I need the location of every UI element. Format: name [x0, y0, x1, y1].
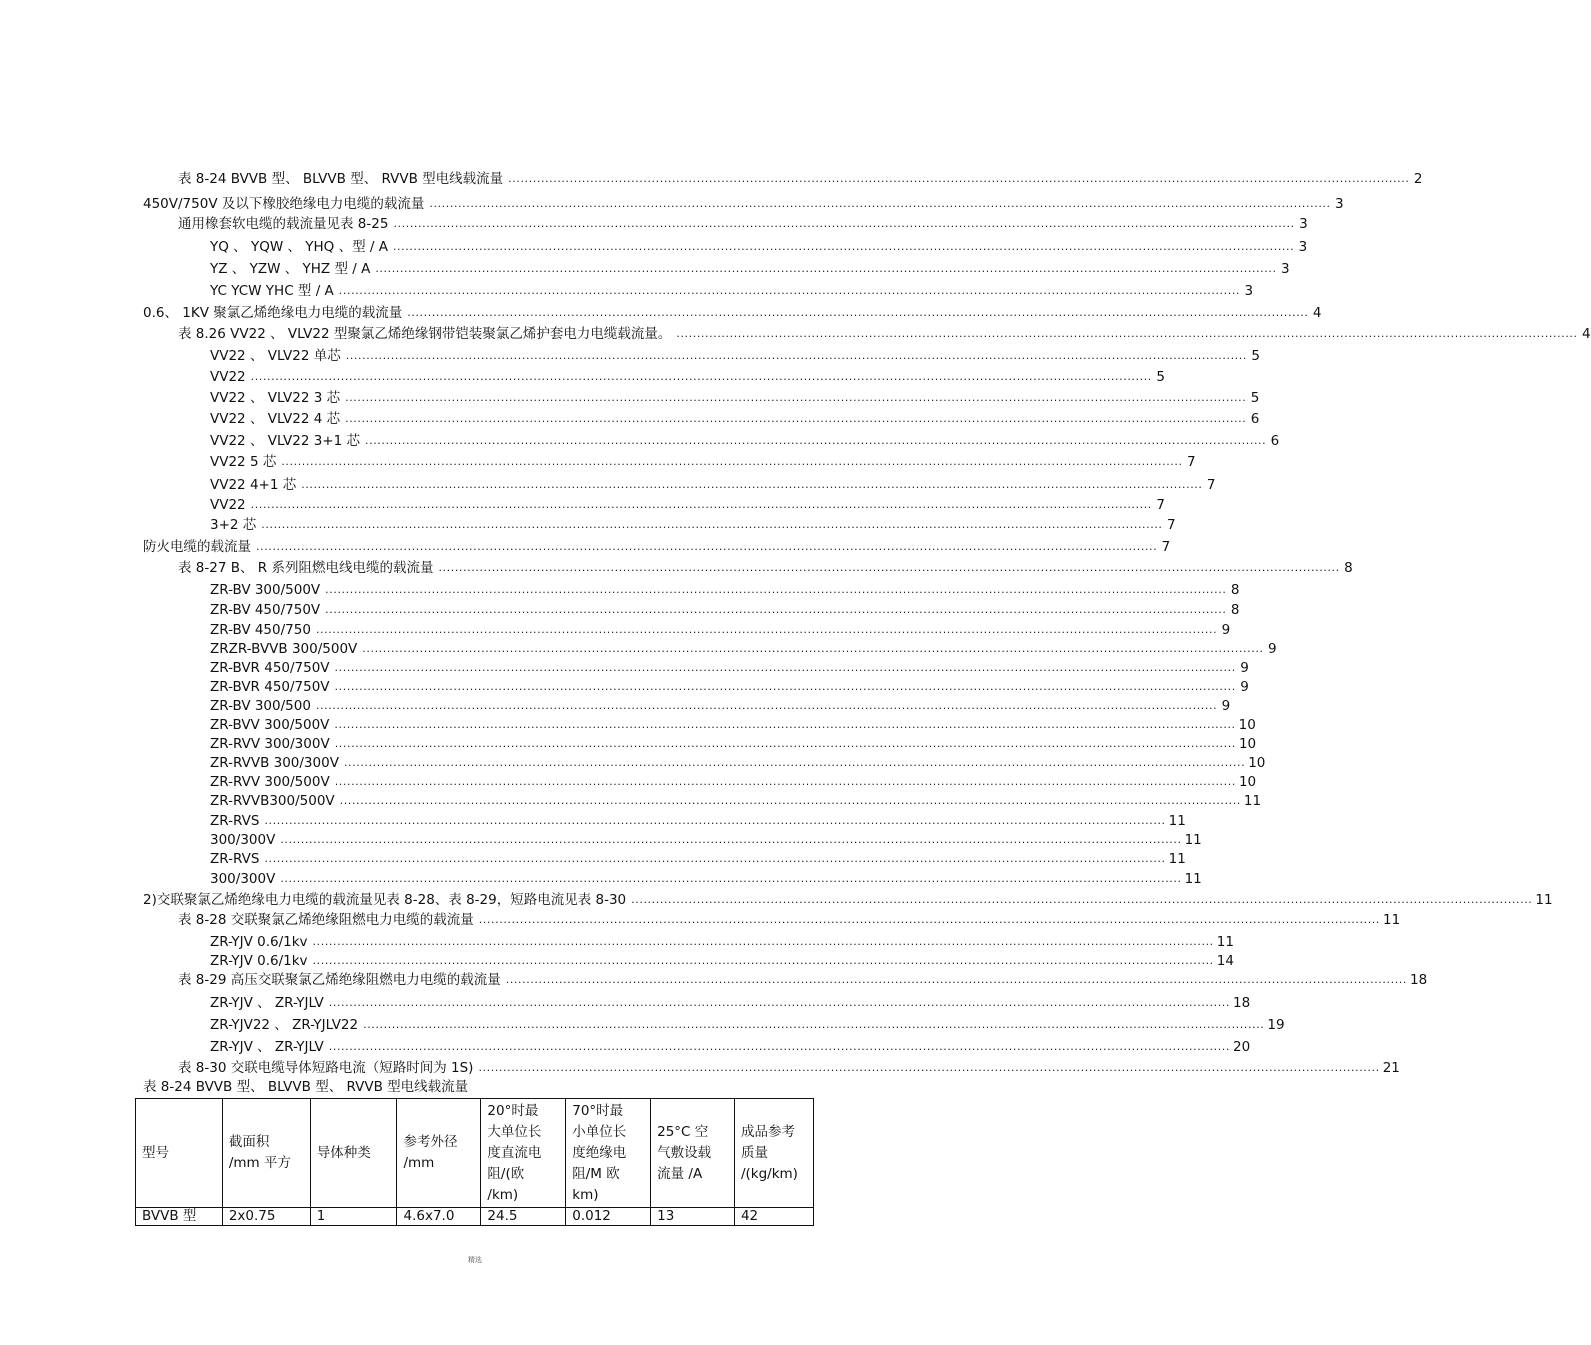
toc-entry[interactable]	[210, 430, 1280, 450]
col-header-model: 型号	[136, 1099, 223, 1208]
toc-entry[interactable]	[210, 258, 1290, 278]
toc-leader-dots: ............................................................................................................................................................................................................................	[250, 498, 1152, 511]
toc-leader-dots: ............................................................................................................................................................................................................................	[250, 370, 1152, 383]
toc-entry-title: VV22 、 VLV22 4 芯	[210, 411, 341, 427]
toc-entry-title: ZR-YJV 、 ZR-YJLV	[210, 1039, 324, 1055]
toc-leader-dots: ............................................................................................................................................................................................................................	[438, 561, 1340, 574]
toc-leader-dots: ............................................................................................................................................................................................................................	[334, 680, 1236, 693]
toc-entry-page-number: 3	[1280, 261, 1290, 277]
toc-entry-title: 表 8-24 BVVB 型、 BLVVB 型、 RVVB 型电线载流量	[178, 171, 504, 187]
toc-entry[interactable]	[210, 829, 1202, 849]
toc-leader-dots: ............................................................................................................................................................................................................................	[339, 794, 1241, 807]
toc-entry[interactable]	[178, 969, 1428, 989]
toc-entry[interactable]	[210, 638, 1277, 658]
toc-entry-page-number: 4	[1582, 326, 1591, 342]
toc-entry[interactable]	[210, 950, 1234, 970]
toc-leader-dots: ............................................................................................................................................................................................................................	[264, 814, 1166, 827]
toc-entry[interactable]	[210, 931, 1234, 951]
toc-entry-title: ZR-YJV22 、 ZR-YJLV22	[210, 1017, 359, 1033]
toc-leader-dots: ............................................................................................................................................................................................................................	[508, 172, 1410, 185]
toc-leader-dots: ............................................................................................................................................................................................................................	[478, 1061, 1380, 1074]
toc-entry[interactable]	[210, 387, 1260, 407]
toc-entry-page-number: 11	[1184, 871, 1202, 887]
toc-leader-dots: ............................................................................................................................................................................................................................	[345, 391, 1247, 404]
table-cell: 4.6x7.0	[397, 1208, 481, 1226]
toc-leader-dots: ............................................................................................................................................................................................................................	[631, 893, 1533, 906]
toc-entry-title: 表 8-30 交联电缆导体短路电流（短路时间为 1S)	[178, 1060, 474, 1076]
toc-entry-title: ZR-BV 300/500V	[210, 582, 321, 598]
toc-entry[interactable]	[210, 752, 1266, 772]
toc-leader-dots: ............................................................................................................................................................................................................................	[312, 954, 1214, 967]
toc-entry-page-number: 7	[1156, 497, 1165, 513]
toc-entry[interactable]	[210, 408, 1260, 428]
toc-entry[interactable]	[210, 1036, 1251, 1056]
section-title: 表 8-24 BVVB 型、 BLVVB 型、 RVVB 型电线载流量	[143, 1079, 469, 1095]
table-cell: 0.012	[566, 1208, 651, 1226]
toc-entry-page-number: 11	[1243, 793, 1262, 809]
toc-entry-title: YQ 、 YQW 、 YHQ 、型 / A	[210, 239, 388, 255]
toc-entry[interactable]	[210, 514, 1176, 534]
toc-leader-dots: ............................................................................................................................................................................................................................	[280, 833, 1182, 846]
toc-entry-page-number: 3	[1244, 283, 1254, 299]
toc-entry[interactable]	[210, 992, 1251, 1012]
toc-entry-title: ZR-RVVB300/500V	[210, 793, 335, 809]
toc-entry[interactable]	[210, 790, 1262, 810]
toc-entry-title: ZR-BV 450/750V	[210, 602, 321, 618]
toc-entry-title: ZR-RVV 300/300V	[210, 736, 330, 752]
table-cell: BVVB 型	[136, 1208, 223, 1226]
toc-entry-title: YC YCW YHC 型 / A	[210, 283, 334, 299]
toc-entry-page-number: 7	[1206, 477, 1216, 493]
page-footer: 精选	[468, 1256, 482, 1264]
toc-leader-dots: ............................................................................................................................................................................................................................	[281, 455, 1183, 468]
toc-entry-title: ZR-RVV 300/500V	[210, 774, 330, 790]
toc-entry-title: VV22 4+1 芯	[210, 477, 297, 493]
toc-entry-page-number: 6	[1250, 411, 1260, 427]
toc-leader-dots: ............................................................................................................................................................................................................................	[363, 1018, 1265, 1031]
table-cell: 2x0.75	[222, 1208, 310, 1226]
toc-entry[interactable]	[143, 302, 1322, 322]
toc-entry[interactable]	[210, 771, 1257, 791]
toc-entry[interactable]	[178, 213, 1308, 233]
toc-entry[interactable]	[178, 909, 1401, 929]
toc-leader-dots: ............................................................................................................................................................................................................................	[328, 996, 1230, 1009]
toc-entry[interactable]	[210, 280, 1254, 300]
toc-entry-page-number: 4	[1312, 305, 1322, 321]
toc-entry-page-number: 9	[1221, 622, 1231, 638]
toc-entry-title: YZ 、 YZW 、 YHZ 型 / A	[210, 261, 371, 277]
toc-entry-page-number: 3	[1298, 239, 1308, 255]
toc-entry-page-number: 5	[1156, 369, 1165, 385]
toc-entry-page-number: 19	[1267, 1017, 1285, 1033]
toc-entry-title: 3+2 芯	[210, 517, 257, 533]
toc-entry[interactable]	[210, 579, 1240, 599]
toc-leader-dots: ............................................................................................................................................................................................................................	[362, 642, 1264, 655]
toc-leader-dots: ............................................................................................................................................................................................................................	[325, 603, 1227, 616]
toc-entry-page-number: 6	[1270, 433, 1280, 449]
toc-leader-dots: ............................................................................................................................................................................................................................	[280, 872, 1182, 885]
toc-entry-page-number: 7	[1186, 454, 1196, 470]
table-cell: 1	[310, 1208, 397, 1226]
toc-entry[interactable]	[178, 557, 1353, 577]
toc-entry[interactable]	[210, 599, 1240, 619]
table-row	[136, 1208, 814, 1226]
toc-leader-dots: ............................................................................................................................................................................................................................	[261, 518, 1163, 531]
toc-leader-dots: ............................................................................................................................................................................................................................	[478, 913, 1380, 926]
toc-entry[interactable]	[210, 657, 1249, 677]
toc-entry-page-number: 10	[1238, 736, 1257, 752]
toc-entry-title: ZR-YJV 、 ZR-YJLV	[210, 995, 324, 1011]
toc-leader-dots: ............................................................................................................................................................................................................................	[256, 540, 1158, 553]
toc-leader-dots: ............................................................................................................................................................................................................................	[392, 240, 1295, 253]
toc-leader-dots: ............................................................................................................................................................................................................................	[343, 756, 1246, 769]
table-header-row	[136, 1099, 814, 1208]
col-header-weight: 成品参考 质量 /(kg/km)	[734, 1099, 813, 1208]
toc-entry-title: VV22 5 芯	[210, 454, 277, 470]
toc-entry[interactable]	[143, 193, 1344, 213]
toc-entry-title: VV22	[210, 369, 246, 385]
toc-entry-title: ZR-BV 300/500	[210, 698, 311, 714]
toc-entry-title: ZR-YJV 0.6/1kv	[210, 953, 308, 969]
toc-leader-dots: ............................................................................................................................................................................................................................	[334, 737, 1236, 750]
toc-entry[interactable]	[210, 714, 1256, 734]
toc-entry-page-number: 2	[1413, 171, 1423, 187]
toc-leader-dots: ............................................................................................................................................................................................................................	[338, 284, 1241, 297]
toc-leader-dots: ............................................................................................................................................................................................................................	[407, 306, 1309, 319]
col-header-ampacity: 25°C 空 气敷设载 流量 /A	[651, 1099, 735, 1208]
toc-leader-dots: ............................................................................................................................................................................................................................	[312, 935, 1214, 948]
toc-leader-dots: ............................................................................................................................................................................................................................	[334, 718, 1236, 731]
toc-entry-page-number: 10	[1248, 755, 1266, 771]
toc-leader-dots: ............................................................................................................................................................................................................................	[301, 478, 1203, 491]
toc-entry-title: 表 8-27 B、 R 系列阻燃电线电缆的载流量	[178, 560, 434, 576]
toc-entry-title: 300/300V	[210, 871, 276, 887]
toc-entry[interactable]	[210, 236, 1308, 256]
toc-entry[interactable]	[210, 676, 1249, 696]
toc-entry[interactable]	[210, 810, 1186, 830]
toc-entry[interactable]	[210, 366, 1165, 386]
col-header-dc-resistance: 20°时最 大单位长 度直流电 阻/(欧 /km)	[481, 1099, 566, 1208]
toc-entry-page-number: 14	[1216, 953, 1234, 969]
toc-entry-title: ZRZR-BVVB 300/500V	[210, 641, 358, 657]
toc-entry-title: ZR-YJV 0.6/1kv	[210, 934, 308, 950]
toc-entry-title: ZR-BVR 450/750V	[210, 660, 330, 676]
toc-leader-dots: ............................................................................................................................................................................................................................	[375, 262, 1277, 275]
toc-entry-title: 表 8-28 交联聚氯乙烯绝缘阻燃电力电缆的载流量	[178, 912, 474, 928]
toc-leader-dots: ............................................................................................................................................................................................................................	[334, 661, 1236, 674]
toc-leader-dots: ............................................................................................................................................................................................................................	[345, 412, 1247, 425]
col-header-conductor-type: 导体种类	[310, 1099, 397, 1208]
toc-entry-page-number: 11	[1168, 851, 1186, 867]
col-header-cross-section: 截面积 /mm 平方	[222, 1099, 310, 1208]
toc-entry-page-number: 9	[1267, 641, 1277, 657]
toc-entry-page-number: 3	[1299, 216, 1308, 232]
toc-entry[interactable]	[143, 536, 1171, 556]
toc-entry-page-number: 7	[1161, 539, 1171, 555]
toc-entry-title: 2)交联聚氯乙烯绝缘电力电缆的载流量见表 8-28、表 8-29，短路电流见表 8-30	[143, 892, 627, 908]
toc-entry-page-number: 8	[1230, 602, 1240, 618]
cable-spec-table	[135, 1098, 814, 1226]
toc-entry-page-number: 3	[1335, 196, 1344, 212]
toc-entry-title: 0.6、 1KV 聚氯乙烯绝缘电力电缆的载流量	[143, 305, 403, 321]
toc-entry-page-number: 9	[1221, 698, 1231, 714]
toc-entry[interactable]	[143, 889, 1553, 909]
toc-entry-title: 表 8-29 高压交联聚氯乙烯绝缘阻燃电力电缆的载流量	[178, 972, 501, 988]
toc-entry-title: 防火电缆的载流量	[143, 539, 251, 555]
toc-entry-title: 通用橡套软电缆的载流量见表 8-25	[178, 216, 389, 232]
toc-entry[interactable]	[178, 323, 1591, 343]
toc-leader-dots: ............................................................................................................................................................................................................................	[315, 623, 1218, 636]
toc-leader-dots: ............................................................................................................................................................................................................................	[325, 583, 1227, 596]
table-cell: 42	[734, 1208, 813, 1226]
toc-entry[interactable]	[210, 848, 1186, 868]
toc-entry-page-number: 11	[1382, 912, 1401, 928]
toc-entry-page-number: 10	[1238, 717, 1256, 733]
toc-entry[interactable]	[210, 733, 1257, 753]
toc-entry-page-number: 8	[1344, 560, 1353, 576]
toc-entry-page-number: 9	[1240, 679, 1249, 695]
toc-entry-page-number: 11	[1216, 934, 1234, 950]
toc-leader-dots: ............................................................................................................................................................................................................................	[365, 434, 1267, 447]
toc-entry-page-number: 10	[1238, 774, 1257, 790]
toc-entry-page-number: 5	[1250, 390, 1260, 406]
toc-leader-dots: ............................................................................................................................................................................................................................	[315, 699, 1218, 712]
toc-entry-title: ZR-RVVB 300/300V	[210, 755, 339, 771]
table-cell: 24.5	[481, 1208, 566, 1226]
table-cell: 13	[651, 1208, 735, 1226]
toc-entry-title: ZR-RVS	[210, 813, 260, 829]
toc-entry[interactable]	[210, 695, 1231, 715]
toc-entry[interactable]	[210, 494, 1165, 514]
toc-entry-title: VV22 、 VLV22 3 芯	[210, 390, 341, 406]
toc-entry[interactable]	[210, 345, 1260, 365]
toc-leader-dots: ............................................................................................................................................................................................................................	[328, 1040, 1230, 1053]
toc-leader-dots: ............................................................................................................................................................................................................................	[345, 349, 1247, 362]
col-header-outer-diameter: 参考外径 /mm	[397, 1099, 481, 1208]
toc-entry-title: ZR-RVS	[210, 851, 260, 867]
toc-entry-title: 450V/750V 及以下橡胶绝缘电力电缆的载流量	[143, 196, 425, 212]
toc-entry-title: ZR-BVV 300/500V	[210, 717, 330, 733]
toc-leader-dots: ............................................................................................................................................................................................................................	[429, 197, 1331, 210]
toc-entry[interactable]	[210, 619, 1231, 639]
toc-entry[interactable]	[210, 474, 1216, 494]
toc-leader-dots: ............................................................................................................................................................................................................................	[393, 217, 1295, 230]
toc-entry-page-number: 21	[1382, 1060, 1400, 1076]
toc-entry[interactable]	[178, 1057, 1400, 1077]
toc-entry-page-number: 7	[1166, 517, 1176, 533]
toc-entry-title: VV22 、 VLV22 单芯	[210, 348, 341, 364]
toc-entry-title: 300/300V	[210, 832, 276, 848]
toc-entry[interactable]	[210, 451, 1196, 471]
toc-entry-page-number: 11	[1184, 832, 1202, 848]
toc-leader-dots: ............................................................................................................................................................................................................................	[676, 327, 1578, 340]
toc-entry-page-number: 8	[1230, 582, 1240, 598]
col-header-insulation-resistance: 70°时最 小单位长 度绝缘电 阻/M 欧 km)	[566, 1099, 651, 1208]
toc-entry-page-number: 11	[1535, 892, 1553, 908]
toc-leader-dots: ............................................................................................................................................................................................................................	[264, 852, 1166, 865]
toc-entry-title: ZR-BVR 450/750V	[210, 679, 330, 695]
toc-entry-page-number: 20	[1233, 1039, 1251, 1055]
toc-entry[interactable]	[210, 868, 1202, 888]
toc-leader-dots: ............................................................................................................................................................................................................................	[505, 973, 1407, 986]
toc-entry-page-number: 11	[1168, 813, 1186, 829]
toc-entry[interactable]	[178, 168, 1423, 188]
toc-entry-title: VV22 、 VLV22 3+1 芯	[210, 433, 360, 449]
toc-entry-page-number: 9	[1240, 660, 1249, 676]
toc-entry-page-number: 5	[1251, 348, 1260, 364]
toc-entry-title: VV22	[210, 497, 246, 513]
toc-leader-dots: ............................................................................................................................................................................................................................	[334, 775, 1236, 788]
toc-entry-title: 表 8.26 VV22 、 VLV22 型聚氯乙烯绝缘钢带铠装聚氯乙烯护套电力电缆载流量。	[178, 326, 672, 342]
toc-entry-page-number: 18	[1409, 972, 1428, 988]
toc-entry-title: ZR-BV 450/750	[210, 622, 311, 638]
toc-entry-page-number: 18	[1233, 995, 1251, 1011]
toc-entry[interactable]	[210, 1014, 1285, 1034]
